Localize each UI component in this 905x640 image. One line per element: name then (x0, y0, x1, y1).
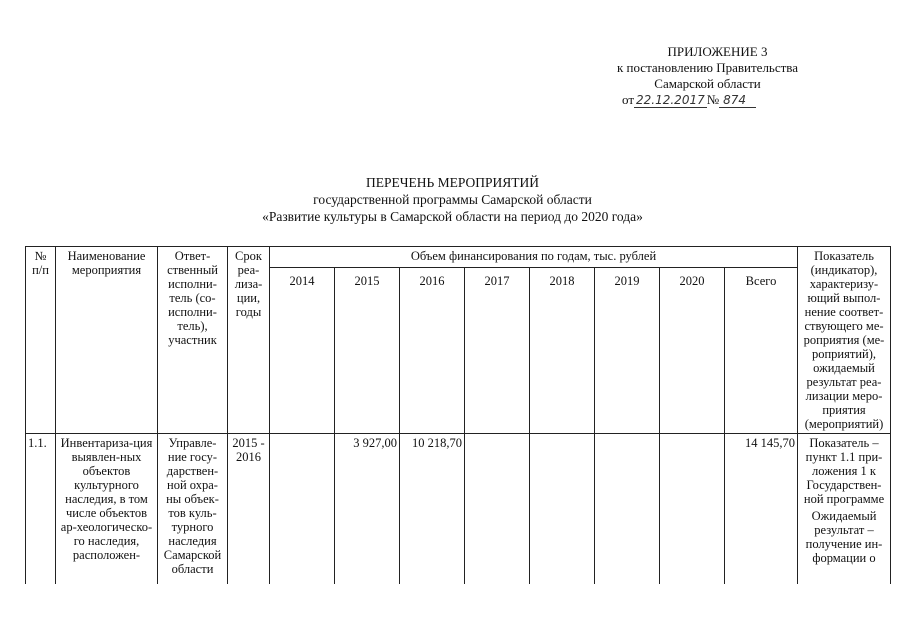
value-total: 14 145,70 (725, 434, 798, 585)
value-2019 (595, 434, 660, 585)
total-header: Всего (725, 268, 798, 434)
header-row-1 (26, 247, 891, 268)
value-2018 (530, 434, 595, 585)
col-header-term: Срок реа-лиза-ции, годы (228, 247, 270, 434)
year-header: 2019 (595, 268, 660, 434)
value-2017 (465, 434, 530, 585)
heading-line3: «Развитие культуры в Самарской области на период до 2020 года» (262, 209, 643, 224)
number-prefix: № (706, 92, 720, 107)
year-header: 2015 (335, 268, 400, 434)
annex-line2: Самарской области (654, 76, 761, 91)
indicator-text: Показатель – пункт 1.1 при-ложения 1 к Государствен-ной программе (803, 436, 885, 506)
date-prefix: от (622, 92, 635, 107)
value-2015: 3 927,00 (335, 434, 400, 585)
annex-block (580, 44, 835, 108)
table-row (26, 434, 891, 585)
heading-line1: ПЕРЕЧЕНЬ МЕРОПРИЯТИЙ (365, 175, 540, 190)
year-header: 2016 (400, 268, 465, 434)
annex-line1: к постановлению Правительства (616, 60, 799, 75)
value-2016: 10 218,70 (400, 434, 465, 585)
row-indicator (798, 434, 891, 585)
number-handwritten: 874 (719, 93, 756, 108)
date-handwritten: 22.12.2017 (636, 93, 705, 107)
value-2014 (270, 434, 335, 585)
document-heading (0, 174, 905, 225)
year-header: 2017 (465, 268, 530, 434)
year-header: 2014 (270, 268, 335, 434)
col-header-funding: Объем финансирования по годам, тыс. рублей (270, 247, 798, 268)
row-name: Инвентариза-ция выявлен-ных объектов культурного наследия, в том числе объектов ар-хеологическо-го наследия, расположен- (56, 434, 158, 585)
col-header-num: № п/п (26, 247, 56, 434)
expected-result-text: Ожидаемый результат – получение ин-формации о (805, 509, 883, 565)
col-header-name: Наименование мероприятия (56, 247, 158, 434)
row-num: 1.1. (26, 434, 56, 585)
col-header-indicator: Показатель (индикатор), характеризу-ющий выпол-нение соответ-ствующего ме-роприятия (ме-роприятий), ожидаемый результат реа-лизации меро-приятия (мероприятий) (798, 247, 891, 434)
value-2020 (660, 434, 725, 585)
annex-title: ПРИЛОЖЕНИЕ 3 (667, 44, 768, 59)
year-header: 2020 (660, 268, 725, 434)
col-header-exec: Ответ-ственный исполни-тель (со-исполни-тель), участник (158, 247, 228, 434)
annex-date-line (580, 92, 835, 108)
activities-table (25, 246, 891, 584)
row-exec: Управле-ние госу-дарствен-ной охра-ны объек-тов куль-турного наследия Самарской области (158, 434, 228, 585)
year-header: 2018 (530, 268, 595, 434)
heading-line2: государственной программы Самарской области (313, 192, 592, 207)
row-term: 2015 - 2016 (228, 434, 270, 585)
